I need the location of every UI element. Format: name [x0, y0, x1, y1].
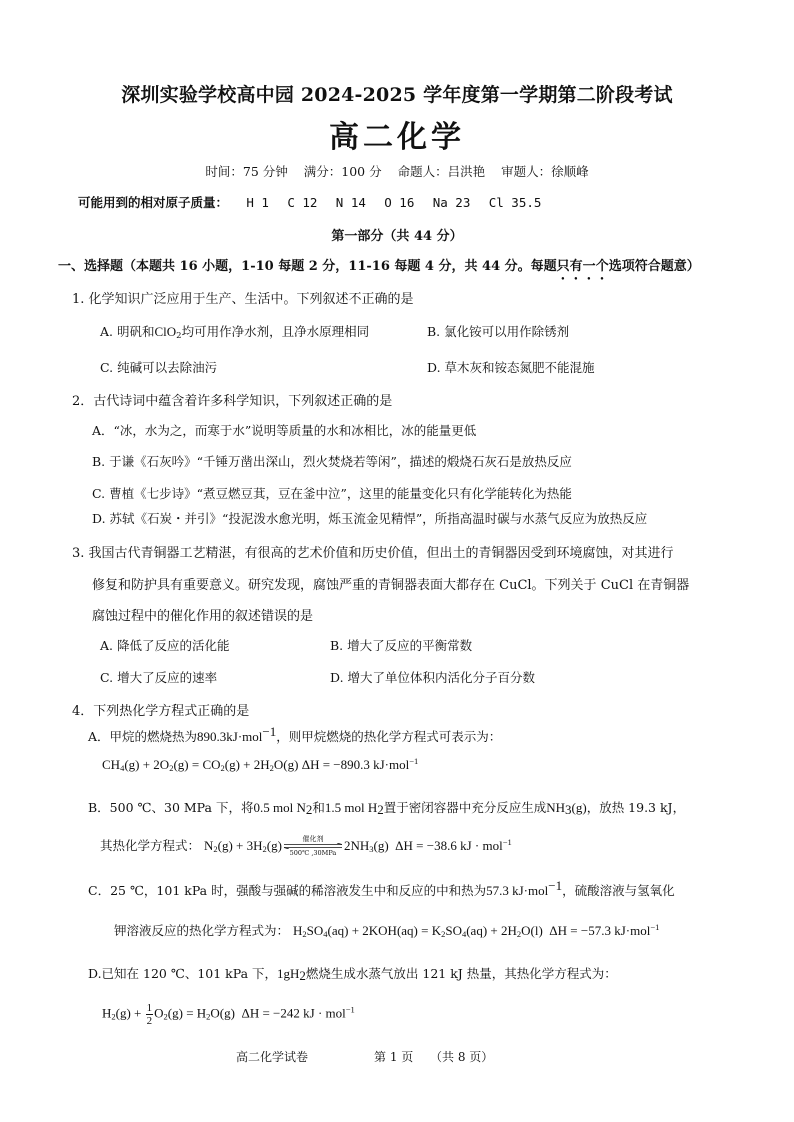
question-4-option-a-equation: $CH_4(g) + 2O_2(g) = CO_2(g) + 2H_2O(g) \Delta H = -890.3$ kJ·mol$^{-1}$: [102, 756, 419, 773]
reversible-arrow-icon: 催化剂 500℃ ,30MPa: [282, 837, 344, 857]
question-4-option-b-equation: 其热化学方程式： $N_2(g) + 3H_2(g)$ 催化剂 500℃ ,30MPa $2NH_3(g) \Delta H = -38.6$ kJ · mol$^{-1}$: [100, 834, 512, 857]
footer-page-number: 第 1 页: [374, 1050, 414, 1064]
atomic-mass-item: C 12: [287, 195, 318, 210]
question-1-option-d: D. 草木灰和铵态氮肥不能混施: [427, 360, 595, 375]
atomic-mass-item: H 1: [246, 195, 269, 210]
question-1-option-c: C. 纯碱可以去除油污: [100, 360, 218, 375]
exam-school-title: 深圳实验学校高中园 2024-2025 学年度第一学期第二阶段考试: [121, 84, 673, 106]
exam-author: 命题人：吕洪艳: [397, 164, 486, 179]
question-2-option-d: D. 苏轼《石炭・并引》“投泥泼水愈光明，烁玉流金见精悍”，所指高温时碳与水蒸气反应为放热反应: [92, 511, 648, 526]
question-3-stem-line1: 3. 我国古代青铜器工艺精湛，有很高的艺术价值和历史价值，但出土的青铜器因受到环境腐蚀，对其进行: [72, 546, 674, 561]
exam-subject-title: 高二化学: [329, 120, 465, 155]
question-3-stem-line3: 腐蚀过程中的催化作用的叙述错误的是: [92, 609, 314, 624]
question-3-option-a: A. 降低了反应的活化能: [100, 638, 230, 653]
question-2-option-c: C. 曹植《七步诗》“煮豆燃豆萁，豆在釜中泣”，这里的能量变化只有化学能转化为热能: [92, 486, 572, 501]
exam-meta: [0, 162, 794, 180]
question-3-option-b: B. 增大了反应的平衡常数: [330, 638, 473, 653]
footer-total-pages: （共 8 页）: [430, 1050, 494, 1064]
exam-score: 满分：100 分: [303, 164, 382, 179]
atomic-mass-item: Cl 35.5: [488, 195, 542, 210]
fraction-one-half: $\frac{1}{2}$: [146, 1002, 153, 1027]
exam-reviewer: 审题人：徐顺峰: [501, 164, 589, 179]
question-4-stem: 4．下列热化学方程式正确的是: [72, 704, 250, 719]
question-2-stem: 2．古代诗词中蕴含着许多科学知识，下列叙述正确的是: [72, 394, 393, 409]
question-4-option-d-equation: $H_2(g)$ + $\frac{1}{2}$ $O_2(g) = H_2O(g) \Delta H = -242$ kJ · mol$^{-1}$: [102, 1002, 355, 1027]
question-2-option-a: A．“冰，水为之，而寒于水”说明等质量的水和冰相比，冰的能量更低: [92, 423, 477, 438]
section-heading: 一、选择题（本题共 16 小题，1-10 每题 2 分，11-16 每题 4 分，共 44 分。每题只有一个选项符合题意）: [58, 259, 700, 274]
question-4-option-c-line2: 钾溶液反应的热化学方程式为： $H_2SO_4(aq) + 2KOH(aq) = K_2SO_4(aq) + 2H_2O(l) \Delta H = -57.3$ kJ·mol$^{-1}$: [114, 922, 660, 939]
question-4-option-b: B．500 ℃、30 MPa 下，将0.5 mol $N_2$和1.5 mol $H_2$置于密闭容器中充分反应生成$NH_3(g)$，放热 19.3 kJ，: [88, 800, 686, 817]
question-4-option-d: D.已知在 120 ℃、101 kPa 下，$1gH_2$燃烧生成水蒸气放出 121 kJ 热量，其热化学方程式为：: [88, 966, 617, 983]
exam-time: 时间：75 分钟: [205, 164, 288, 179]
part-title: 第一部分（共 44 分）: [331, 229, 463, 244]
question-1-option-b: B. 氯化铵可以用作除锈剂: [427, 324, 570, 339]
atomic-masses-label: 可能用到的相对原子质量：: [78, 195, 229, 210]
question-4-option-a: A．甲烷的燃烧热为890.3kJ·mol$^{-1}$，则甲烷燃烧的热化学方程式可表示为：: [88, 724, 502, 744]
question-2-option-b: B. 于谦《石灰吟》“千锤万凿出深山，烈火焚烧若等闲”，描述的煅烧石灰石是放热反应: [92, 454, 572, 469]
question-3-option-d: D. 增大了单位体积内活化分子百分数: [330, 670, 536, 685]
footer-paper-name: 高二化学试卷: [236, 1050, 309, 1064]
question-1-option-a: A. 明矾和ClO$_2$均可用作净水剂，且净水原理相同: [100, 324, 370, 341]
atomic-masses: [78, 193, 541, 211]
atomic-mass-item: O 16: [384, 195, 415, 210]
question-1-stem: 1. 化学知识广泛应用于生产、生活中。下列叙述不正确的是: [72, 292, 414, 307]
atomic-mass-item: N 14: [335, 195, 366, 210]
atomic-mass-item: Na 23: [432, 195, 471, 210]
question-3-stem-line2: 修复和防护具有重要意义。研究发现，腐蚀严重的青铜器表面大都存在 CuCl。下列关于 CuCl 在青铜器: [92, 578, 690, 593]
question-4-option-c: C．25 ℃，101 kPa 时，强酸与强碱的稀溶液发生中和反应的中和热为57.3 kJ·mol$^{-1}$，硫酸溶液与氢氧化: [88, 878, 675, 898]
question-3-option-c: C. 增大了反应的速率: [100, 670, 218, 685]
